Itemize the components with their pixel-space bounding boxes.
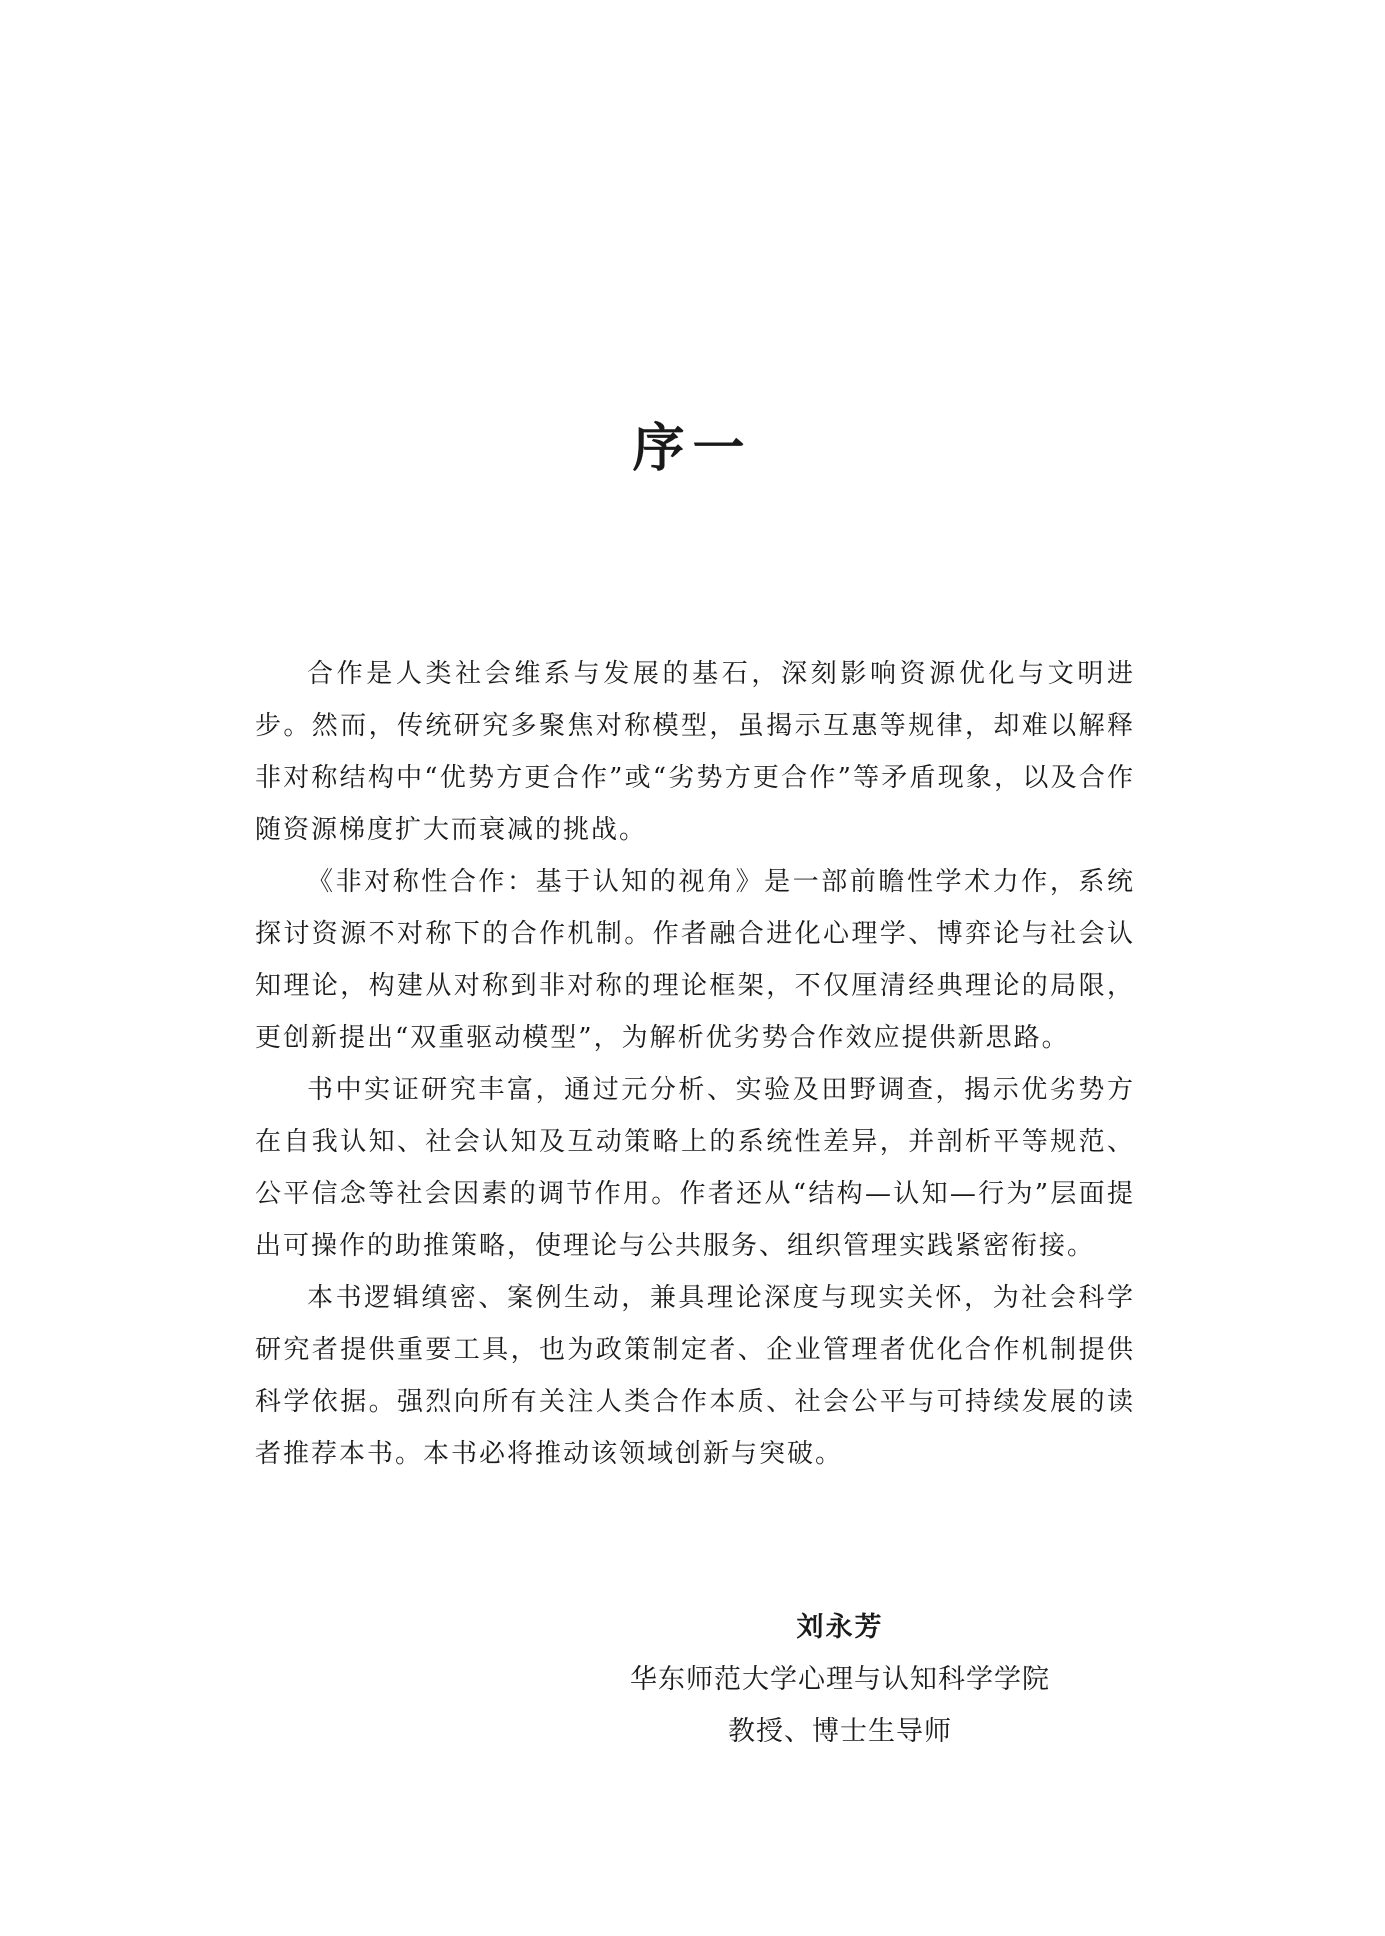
author-affiliation: 华东师范大学心理与认知科学学院 [630,1664,1050,1695]
preface-body [255,648,1135,1480]
page-title: 序一 [632,418,753,479]
signature-block [560,1602,1120,1758]
paragraph: 书中实证研究丰富，通过元分析、实验及田野调查，揭示优劣势方在自我认知、社会认知及互动策略上的系统性差异，并剖析平等规范、公平信念等社会因素的调节作用。作者还从“结构—认知—行为”层面提出可操作的助推策略，使理论与公共服务、组织管理实践紧密衔接。 [255,1075,1135,1261]
author-name: 刘永芳 [796,1612,884,1643]
paragraph: 本书逻辑缜密、案例生动，兼具理论深度与现实关怀，为社会科学研究者提供重要工具，也为政策制定者、企业管理者优化合作机制提供科学依据。强烈向所有关注人类合作本质、社会公平与可持续发展的读者推荐本书。本书必将推动该领域创新与突破。 [255,1283,1135,1469]
paragraph: 合作是人类社会维系与发展的基石，深刻影响资源优化与文明进步。然而，传统研究多聚焦对称模型，虽揭示互惠等规律，却难以解释非对称结构中“优势方更合作”或“劣势方更合作”等矛盾现象，以及合作随资源梯度扩大而衰减的挑战。 [255,659,1135,845]
author-position: 教授、博士生导师 [728,1716,952,1747]
paragraph: 《非对称性合作：基于认知的视角》是一部前瞻性学术力作，系统探讨资源不对称下的合作机制。作者融合进化心理学、博弈论与社会认知理论，构建从对称到非对称的理论框架，不仅厘清经典理论的局限，更创新提出“双重驱动模型”，为解析优劣势合作效应提供新思路。 [255,867,1135,1053]
